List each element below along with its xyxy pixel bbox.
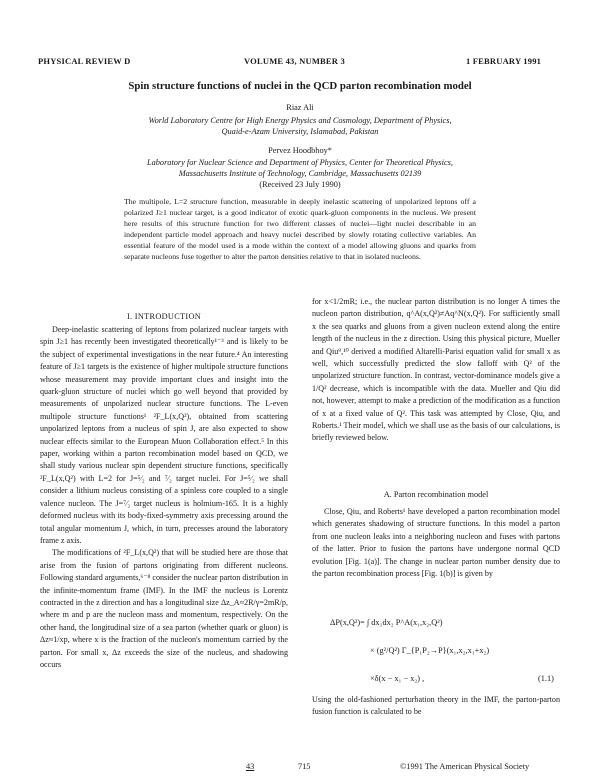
- abstract: The multipole, L=2 structure function, measurable in deeply inelastic scattering of unpolarized leptons off a polarized J≥1 nuclear target, is a good indicator of exotic quark-gluon components in the nucleus. We present here results of this structure function for two different classes of nuclei—light nuclei describable in an independent particle model approach and heavy nuclei described by slowly rotating collective variables. An essential feature of the model used is a mode within the context of a model allowing gluons and quarks from separate nucleons fuse together to alter the parton densities relative to that in isolated nucleons.: [124, 197, 476, 261]
- paragraph: Close, Qiu, and Roberts¹ have developed a parton recombination model which generates shadowing of structure functions. In this model a parton from one nucleon leaks into a neighboring nucleon and fuses with partons of the latter. Prior to fusion the partons have undergone normal QCD evolution [Fig. 1(a)]. The change in nuclear parton number density due to the parton recombination process [Fig. 1(b)] is given by: [312, 507, 560, 579]
- paragraph: Deep-inelastic scattering of leptons from polarized nuclear targets with spin J≥1 has recently been investigated theoretically¹⁻³ and is likely to be the subject of experimental investigations in the near future.⁴ An interesting feature of J≥1 targets is the existence of higher multipole structure functions whose measurement may provide important clues and insight into the quark-gluon structure of nuclei which go well beyond that provided by measurements of unpolarized nuclear structure functions. The L-even multipole structure functions¹ ²F_L(x,Q²), obtained from scattering unpolarized leptons from a nucleus of spin J, are also expected to show nuclear effects similar to the European Muon Collaboration effect.⁵ In this paper, working within a parton recombination model based on QCD, we shall study various nuclear spin dependent structure functions, specifically ²F_L(x,Q²) with L=2 for J=⁵⁄₂ and ⁷⁄₂ target nuclei. For J=⁵⁄₂ we shall consider a lithium nucleus consisting of a spinless core coupled to a single valence nucleon. The J=⁷⁄₂ target nucleus is holmium-165. It is a highly deformed nucleus with its body-fixed-symmetry axis precessing around the total angular momentum J, which, in turn, precesses around the laboratory frame z axis.: [40, 325, 288, 545]
- volume-number: VOLUME 43, NUMBER 3: [244, 56, 345, 66]
- author-name-2: Pervez Hoodbhoy*: [268, 146, 332, 155]
- journal-name: PHYSICAL REVIEW D: [38, 56, 131, 66]
- paper-title: Spin structure functions of nuclei in the QCD parton recombination model: [128, 80, 472, 92]
- right-column-bottom: [312, 694, 560, 719]
- author-affiliation-2b: Massachusetts Institute of Technology, Cambridge, Massachusetts 02139: [178, 169, 422, 178]
- right-column-middle: [312, 506, 560, 580]
- equation-number: (1.1): [538, 674, 554, 683]
- issue-date: 1 FEBRUARY 1991: [466, 56, 542, 66]
- equation-line-2: × (g²/Q²) Γ_{P₁P₂→P}(x₁,x₂,x₁+x₂): [370, 646, 490, 655]
- author-affiliation-1b: Quaid-e-Azam University, Islamabad, Pakistan: [221, 127, 379, 136]
- paragraph: Using the old-fashioned perturbation theory in the IMF, the parton-parton fusion function is calculated to be: [312, 695, 560, 717]
- paragraph: for x<1/2mR; i.e., the nuclear parton distribution is no longer A times the nucleon parton distribution, q^A(x,Q²)≠Aq^N(x,Q²). For sufficiently small x the sea quarks and gluons from a given nucleon extend along the entire length of the nucleus in the z direction. Using this physical picture, Mueller and Qiu⁹,¹⁰ derived a modified Altarelli-Parisi equation valid for small x as well, which successfully predicted the slow falloff with Q² of the unpolarized structure function. In contrast, vector-dominance models give a 1/Q² decrease, which is incompatible with the data. Mueller and Qiu did not, however, attempt to make a prediction of the modification as a function of x at a fixed value of Q². This task was attempted by Close, Qiu, and Roberts.¹ Their model, which we shall use as the basis of our calculations, is briefly reviewed below.: [312, 297, 560, 443]
- left-column: [40, 324, 288, 671]
- equation-line-3: ×δ(x − x₁ − x₂) ,: [370, 674, 425, 683]
- footer-page-number: 715: [298, 762, 311, 771]
- author-affiliation-2a: Laboratory for Nuclear Science and Department of Physics, Center for Theoretical Physics,: [147, 158, 453, 167]
- equation-line-1: ΔP(x,Q²)= ∫ dx₁dx₂ P^A(x₁,x₂,Q²): [330, 618, 443, 627]
- footer-volume: 43: [246, 762, 255, 771]
- paragraph: The modifications of ²F_L(x,Q²) that will be studied here are those that arise from the fusion of partons originating from different nucleons. Following standard arguments,⁶⁻⁸ consider the nuclear parton distribution in the infinite-momentum frame (IMF). In the IMF the nucleus is Lorentz contracted in the z direction and has a longitudinal size Δz_A≈2R/γ=2mR/p, where m and p are the nucleon mass and momentum, respectively. On the other hand, the longitudinal size of a sea parton (whether quark or gluon) is Δz≈1/xp, where x is the fraction of the nucleon's momentum carried by the parton. For small x, Δz exceeds the size of the nucleus, and shadowing occurs: [40, 548, 288, 669]
- subsection-heading: A. Parton recombination model: [383, 490, 489, 499]
- footer-copyright: ©1991 The American Physical Society: [400, 762, 530, 771]
- author-name-1: Riaz Ali: [286, 103, 314, 112]
- received-date: (Received 23 July 1990): [259, 180, 341, 189]
- author-affiliation-1a: World Laboratory Centre for High Energy Physics and Cosmology, Department of Physics,: [148, 116, 452, 125]
- right-column-top: [312, 296, 560, 445]
- section-heading-introduction: I. INTRODUCTION: [126, 312, 202, 321]
